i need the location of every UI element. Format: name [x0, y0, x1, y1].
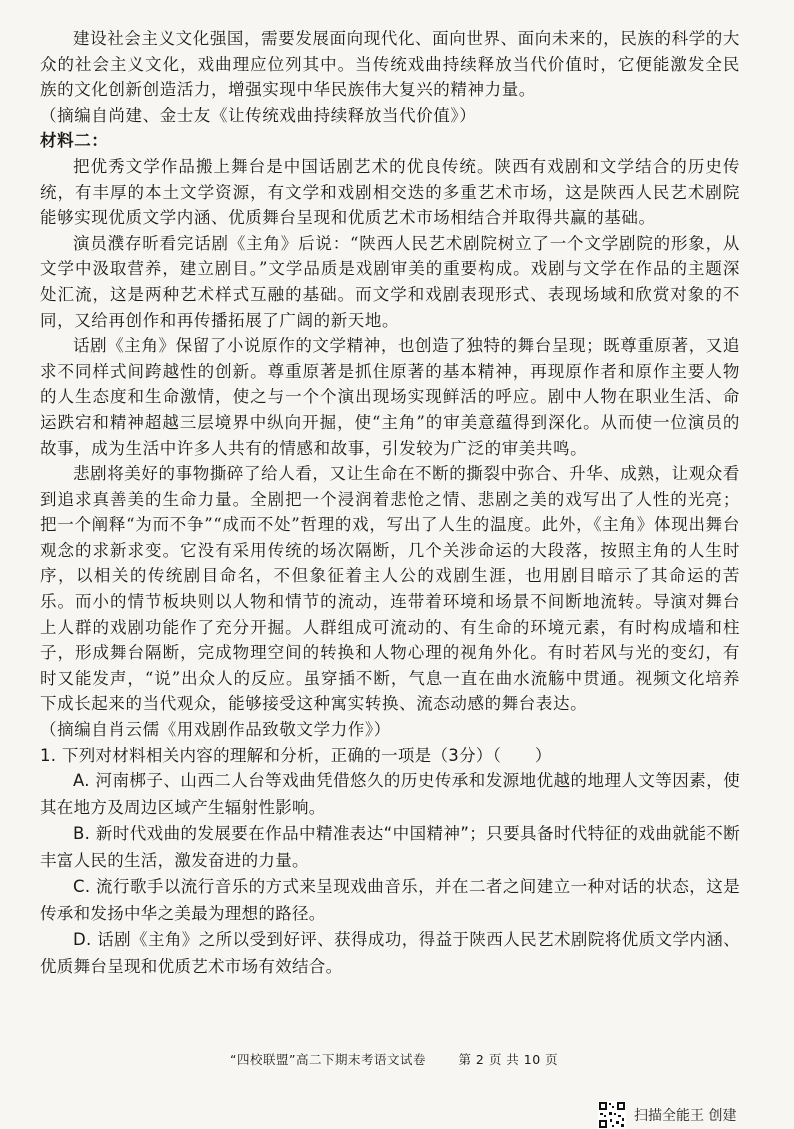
- question-option-a: A. 河南梆子、山西二人台等戏曲凭借悠久的历史传承和发源地优越的地理人文等因素，使其在地方及周边区域产生辐射性影响。: [40, 771, 740, 817]
- question-option-b: B. 新时代戏曲的发展要在作品中精准表达“中国精神”；只要具备时代特征的戏曲就能不断丰富人民的生活，激发奋进的力量。: [40, 824, 740, 870]
- material2-paragraph: 演员濮存昕看完话剧《主角》后说：“陕西人民艺术剧院树立了一个文学剧院的形象，从文学中汲取营养，建立剧目。”文学品质是戏剧审美的重要构成。戏剧与文学在作品的主题深处汇流，这是两种艺术样式互融的基础。而文学和戏剧表现形式、表现场域和欣赏对象的不同，又给再创作和再传播拓展了广阔的新天地。: [40, 233, 740, 330]
- material2-paragraph: 话剧《主角》保留了小说原作的文学精神，也创造了独特的舞台呈现；既尊重原著，又追求不同样式间跨越性的创新。尊重原著是抓住原著的基本精神，再现原作者和原作主要人物的人生态度和生命激情，使之与一个个演出现场实现鲜活的呼应。剧中人物在职业生活、命运跌宕和精神超越三层境界中纵向开掘，使“主角”的审美意蕴得到深化。从而使一位演员的故事，成为生活中许多人共有的情感和故事，引发较为广泛的审美共鸣。: [40, 336, 740, 458]
- qr-code-icon: [598, 1101, 626, 1129]
- question-option-c: C. 流行歌手以流行音乐的方式来呈现戏曲音乐，并在二者之间建立一种对话的状态，这是传承和发扬中华之美最为理想的路径。: [40, 877, 740, 923]
- watermark-text: 扫描全能王 创建: [634, 1108, 737, 1124]
- material2-source: （摘编自肖云儒《用戏剧作品致敬文学力作》）: [40, 720, 391, 740]
- material2-paragraph: 把优秀文学作品搬上舞台是中国话剧艺术的优良传统。陕西有戏剧和文学结合的历史传统，有丰厚的本土文学资源，有文学和戏剧相交迭的多重艺术市场，这是陕西人民艺术剧院能够实现优质文学内涵、优质舞台呈现和优质艺术市场相结合并取得共赢的基础。: [40, 156, 740, 228]
- material2-paragraph: 悲剧将美好的事物撕碎了给人看，又让生命在不断的撕裂中弥合、升华、成熟，让观众看到追求真善美的生命力量。全剧把一个浸润着悲怆之情、悲剧之美的戏写出了人性的光亮；把一个阐释“为而不争”“成而不处”哲理的戏，写出了人生的温度。此外，《主角》体现出舞台观念的求新求变。它没有采用传统的场次隔断，几个关涉命运的大段落，按照主角的人生时序，以相关的传统剧目命名，不但象征着主人公的戏剧生涯，也用剧目暗示了其命运的苦乐。而小的情节板块则以人物和情节的流动，连带着环境和场景不间断地流转。导演对舞台上人群的戏剧功能作了充分开掘。人群组成可流动的、有生命的环境元素，有时构成墙和柱子，形成舞台隔断，完成物理空间的转换和人物心理的视角外化。有时若风与光的变幻，有时又能发声，“说”出众人的反应。虽穿插不断，气息一直在曲水流觞中贯通。视频文化培养下成长起来的当代观众，能够接受这种寓实转换、流态动感的舞台表达。: [40, 464, 740, 714]
- material1-source: （摘编自尚建、金士友《让传统戏曲持续释放当代价值》）: [40, 105, 477, 125]
- material2-heading: 材料二：: [40, 131, 109, 151]
- question-stem: 1. 下列对材料相关内容的理解和分析，正确的一项是（3分）（ ）: [40, 745, 552, 765]
- scanner-watermark: [598, 1102, 736, 1128]
- question-option-d: D. 话剧《主角》之所以受到好评、获得成功，得益于陕西人民艺术剧院将优质文学内涵、优质舞台呈现和优质艺术市场有效结合。: [40, 930, 740, 976]
- exam-title: “四校联盟”高二下期末考语文试卷: [230, 1052, 426, 1067]
- material1-tail-paragraph: 建设社会主义文化强国，需要发展面向现代化、面向世界、面向未来的，民族的科学的大众的社会主义文化，戏曲理应位列其中。当传统戏曲持续释放当代价值时，它便能激发全民族的文化创新创造活力，增强实现中华民族伟大复兴的精神力量。: [40, 29, 740, 100]
- page-content: [40, 26, 740, 980]
- page-number: 第 2 页 共 10 页: [458, 1052, 559, 1067]
- page-footer: [230, 1050, 630, 1068]
